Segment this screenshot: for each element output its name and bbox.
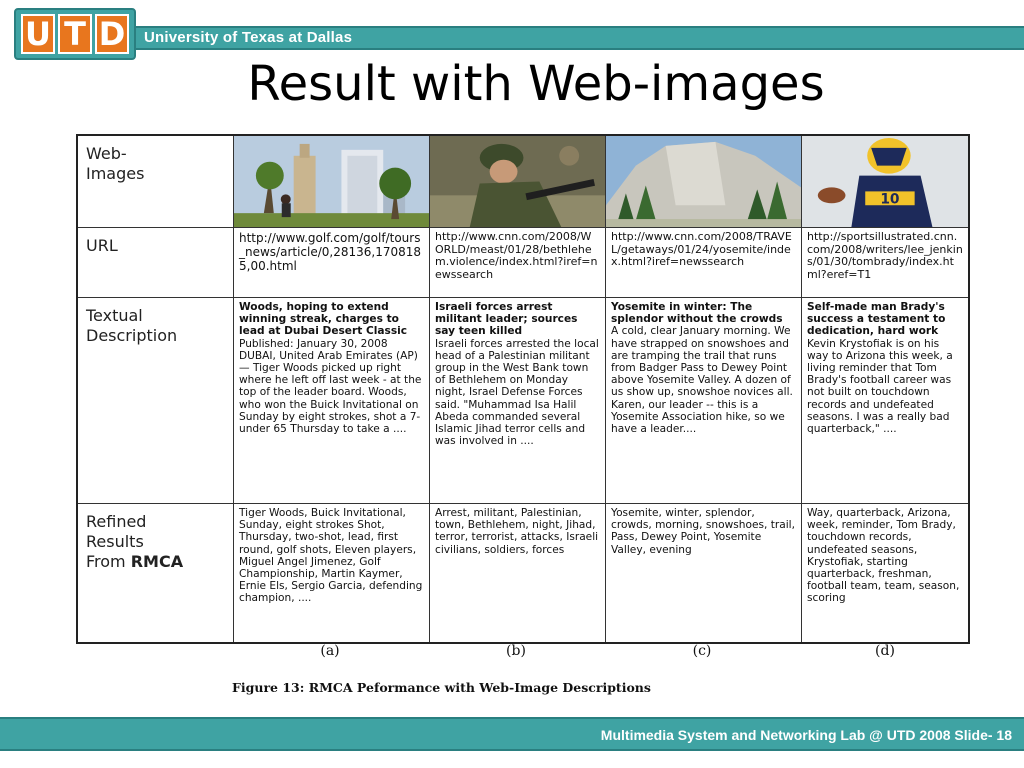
row-header-textual-description: Textual Description: [78, 298, 234, 504]
description-headline-a: Woods, hoping to extend winning streak, charges to lead at Dubai Desert Classic: [239, 301, 408, 338]
refined-results-d: Way, quarterback, Arizona, week, reminder, Tom Brady, touchdown records, undefeated seasons, Krystofiak, starting quarterback, freshman, football team, team, season, scoring: [807, 507, 960, 605]
refined-results-b: Arrest, militant, Palestinian, town, Bethlehem, night, Jihad, terror, terrorist, attacks, Israeli civilians, soldiers, forces: [430, 504, 606, 642]
description-body-d: Kevin Krystofiak is on his way to Arizona this week, a living reminder that Tom Brady's football career was not built on touchdown records and undefeated seasons. I was a really bad quarterback," ....: [807, 337, 953, 436]
slide-title: Result with Web-images: [247, 56, 825, 112]
description-body-c: A cold, clear January morning. We have strapped on snowshoes and are tramping the trail that runs from Badger Pass to Dewey Point above Yosemite Valley. A dozen of us show up, snowshoe novices all. Karen, our leader -- this is a Yosemite Association hike, so we have a leader....: [611, 325, 793, 436]
description-headline-c: Yosemite in winter: The splendor without the crowds: [611, 301, 783, 326]
row-header-web-images: Web- Images: [78, 136, 234, 228]
description-d: [802, 298, 968, 504]
row-header-refined-results: [78, 504, 234, 642]
description-c: [606, 298, 802, 504]
logo-letter-u: U: [21, 14, 55, 54]
university-bar: [136, 26, 1024, 50]
logo-letter-d: D: [95, 14, 129, 54]
web-image-football-player: [802, 136, 968, 228]
footer-bar: [0, 717, 1024, 751]
url-text-b: http://www.cnn.com/2008/WORLD/meast/01/28/bethlehem.violence/index.html?iref=newssearch: [430, 228, 606, 298]
figure-caption: Figure 13: RMCA Peformance with Web-Image Descriptions: [232, 680, 651, 695]
university-name: University of Texas at Dallas: [144, 29, 353, 46]
refined-header-text: Refined Results From: [86, 512, 147, 571]
url-text-d: http://sportsillustrated.cnn.com/2008/writers/lee_jenkins/01/30/tombrady/index.html?eref=T1: [802, 228, 968, 298]
web-image-golf: [234, 136, 430, 228]
column-label-d: (d): [875, 643, 895, 659]
description-a: [234, 298, 430, 504]
web-image-soldier: [430, 136, 606, 228]
description-body-a: Published: January 30, 2008 DUBAI, United Arab Emirates (AP) — Tiger Woods picked up right where he left off last week - at the top of the leader board. Woods, who won the Buick Invitational on Sunday by eight strokes, shot a 7-under 65 Thursday to take a ....: [239, 337, 422, 436]
utd-logo: [14, 8, 136, 60]
footer-text: Multimedia System and Networking Lab @ UTD 2008 Slide- 18: [600, 727, 1012, 743]
description-headline-b: Israeli forces arrest militant leader; sources say teen killed: [435, 301, 578, 338]
refined-header-rmca: RMCA: [130, 552, 184, 571]
description-b: [430, 298, 606, 504]
refined-results-a: Tiger Woods, Buick Invitational, Sunday, eight strokes Shot, Thursday, two-shot, lead, first round, golf shots, Eleven players, Miguel Angel Jimenez, Golf Championship, Martin Kaymer, Ernie Els, Sergio Garcia, defending champion, ....: [234, 504, 430, 642]
logo-letter-t: T: [58, 14, 92, 54]
description-body-b: Israeli forces arrested the local head of a Palestinian militant group in the West Bank town of Bethlehem on Monday night, Israel Defense Forces said. "Muhammad Isa Halil Abeda commanded several Islamic Jihad terror cells and was involved in ....: [435, 337, 599, 448]
url-text-a: http://www.golf.com/golf/tours_news/article/0,28136,1708185,00.html: [234, 228, 430, 298]
column-labels: [232, 643, 970, 661]
column-label-b: (b): [506, 643, 526, 659]
column-label-c: (c): [692, 643, 712, 659]
jersey-number: 10: [880, 191, 900, 208]
url-text-c: http://www.cnn.com/2008/TRAVEL/getaways/01/24/yosemite/index.html?iref=newssearch: [606, 228, 802, 298]
web-image-yosemite: [606, 136, 802, 228]
row-header-url: URL: [78, 228, 234, 298]
description-headline-d: Self-made man Brady's success a testament to dedication, hard work: [807, 301, 946, 338]
refined-results-c: Yosemite, winter, splendor, crowds, morning, snowshoes, trail, Pass, Dewey Point, Yosemite Valley, evening: [606, 504, 802, 642]
results-figure: [76, 134, 970, 644]
column-label-a: (a): [320, 643, 340, 659]
